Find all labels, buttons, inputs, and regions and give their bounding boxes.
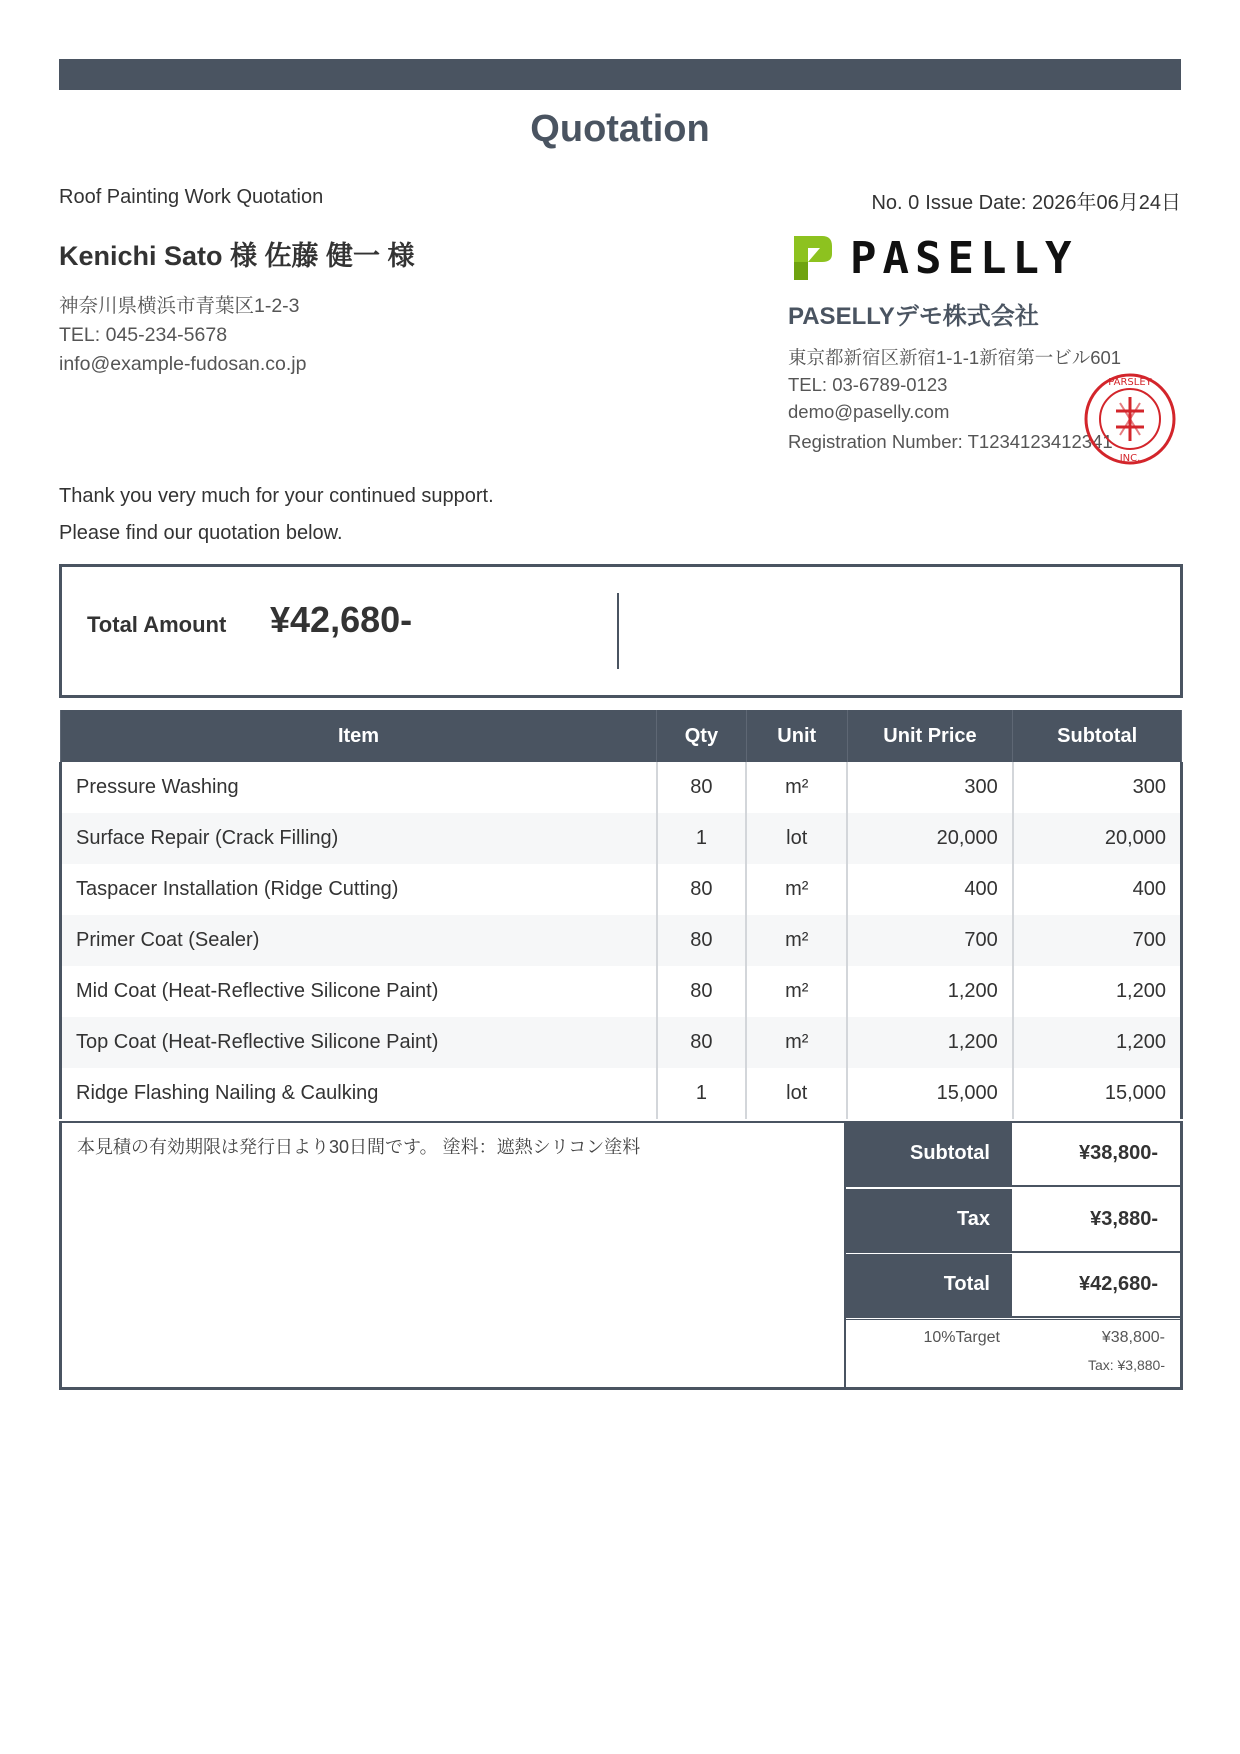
company-name: PASELLYデモ株式会社 bbox=[788, 303, 1039, 330]
cell-unit-price: 700 bbox=[847, 915, 1013, 966]
cell-item: Surface Repair (Crack Filling) bbox=[61, 813, 657, 864]
header-unit: Unit bbox=[746, 710, 847, 762]
cell-subtotal: 15,000 bbox=[1013, 1068, 1182, 1119]
company-email: demo@paselly.com bbox=[788, 401, 950, 422]
table-row bbox=[61, 1017, 1182, 1068]
company-address: 東京都新宿区新宿1-1-1新宿第一ビル601 bbox=[788, 347, 1122, 368]
cell-subtotal: 400 bbox=[1013, 864, 1182, 915]
cell-unit-price: 1,200 bbox=[847, 966, 1013, 1017]
cell-subtotal: 1,200 bbox=[1013, 966, 1182, 1017]
cell-qty: 80 bbox=[657, 762, 747, 813]
table-row bbox=[61, 966, 1182, 1017]
cell-unit-price: 400 bbox=[847, 864, 1013, 915]
cell-subtotal: 700 bbox=[1013, 915, 1182, 966]
cell-unit: m² bbox=[746, 762, 847, 813]
cell-unit: m² bbox=[746, 966, 847, 1017]
registration-number: Registration Number: T1234123412341 bbox=[788, 431, 1113, 452]
client-address: 神奈川県横浜市青葉区1-2-3 bbox=[59, 295, 300, 317]
summary-box bbox=[59, 1121, 1183, 1390]
header-item: Item bbox=[61, 710, 657, 762]
svg-text:INC.: INC. bbox=[1119, 453, 1141, 464]
client-info bbox=[59, 292, 306, 379]
table-row bbox=[61, 915, 1182, 966]
company-seal-stamp bbox=[1082, 371, 1178, 467]
cell-subtotal: 1,200 bbox=[1013, 1017, 1182, 1068]
svg-text:PARSLEY: PARSLEY bbox=[1108, 377, 1152, 388]
greeting-line-2: Please find our quotation below. bbox=[59, 522, 343, 544]
cell-unit-price: 300 bbox=[847, 762, 1013, 813]
tax-rate-label: 10%Target bbox=[923, 1329, 1000, 1346]
total-amount-value: ¥42,680- bbox=[270, 599, 413, 640]
subtotal-label: Subtotal bbox=[846, 1123, 1012, 1187]
table-row bbox=[61, 762, 1182, 813]
logo-wordmark: PASELLY bbox=[850, 232, 1078, 284]
cell-unit-price: 1,200 bbox=[847, 1017, 1013, 1068]
paselly-leaf-icon bbox=[788, 232, 836, 284]
cell-unit-price: 20,000 bbox=[847, 813, 1013, 864]
cell-subtotal: 300 bbox=[1013, 762, 1182, 813]
cell-unit: m² bbox=[746, 915, 847, 966]
tax-breakdown-divider bbox=[846, 1319, 1180, 1320]
quotation-number: No. 0 bbox=[871, 192, 920, 214]
cell-item: Mid Coat (Heat-Reflective Silicone Paint) bbox=[61, 966, 657, 1017]
document-title: Quotation bbox=[530, 108, 710, 150]
cell-unit: m² bbox=[746, 864, 847, 915]
tax-label: Tax bbox=[846, 1189, 1012, 1253]
tax-row bbox=[846, 1189, 1180, 1253]
line-items-table bbox=[59, 710, 1183, 1119]
cell-qty: 1 bbox=[657, 813, 747, 864]
header-bar bbox=[59, 59, 1181, 90]
cell-item: Pressure Washing bbox=[61, 762, 657, 813]
issue-info bbox=[865, 186, 1181, 215]
greeting bbox=[59, 478, 494, 552]
header-qty: Qty bbox=[657, 710, 747, 762]
cell-qty: 1 bbox=[657, 1068, 747, 1119]
total-amount-label: Total Amount bbox=[87, 612, 227, 637]
tax-value: ¥3,880- bbox=[1012, 1189, 1180, 1253]
client-tel: TEL: 045-234-5678 bbox=[59, 324, 228, 346]
client-email: info@example-fudosan.co.jp bbox=[59, 353, 307, 375]
cell-item: Top Coat (Heat-Reflective Silicone Paint) bbox=[61, 1017, 657, 1068]
cell-subtotal: 20,000 bbox=[1013, 813, 1182, 864]
subtotal-value: ¥38,800- bbox=[1012, 1123, 1180, 1187]
company-info bbox=[788, 344, 1121, 425]
table-header-row bbox=[61, 710, 1182, 762]
cell-unit: lot bbox=[746, 1068, 847, 1119]
cell-unit: m² bbox=[746, 1017, 847, 1068]
total-label: Total bbox=[846, 1254, 1012, 1318]
subtotal-row bbox=[846, 1123, 1180, 1187]
total-amount-box bbox=[59, 564, 1183, 698]
header-subtotal: Subtotal bbox=[1013, 710, 1182, 762]
tax-amount: Tax: ¥3,880- bbox=[1087, 1357, 1165, 1373]
quotation-subject: Roof Painting Work Quotation bbox=[59, 186, 324, 208]
table-row bbox=[61, 813, 1182, 864]
total-value: ¥42,680- bbox=[1012, 1254, 1180, 1318]
total-box-divider bbox=[617, 593, 619, 669]
quotation-note: 本見積の有効期限は発行日より30日間です。 塗料：遮熱シリコン塗料 bbox=[77, 1137, 641, 1157]
company-tel: TEL: 03-6789-0123 bbox=[788, 374, 948, 395]
total-row bbox=[846, 1254, 1180, 1318]
cell-qty: 80 bbox=[657, 1017, 747, 1068]
tax-base-amount: ¥38,800- bbox=[1101, 1329, 1165, 1346]
cell-qty: 80 bbox=[657, 966, 747, 1017]
cell-unit: lot bbox=[746, 813, 847, 864]
header-unit-price: Unit Price bbox=[847, 710, 1013, 762]
cell-unit-price: 15,000 bbox=[847, 1068, 1013, 1119]
greeting-line-1: Thank you very much for your continued support. bbox=[59, 485, 494, 507]
cell-qty: 80 bbox=[657, 864, 747, 915]
client-name: Kenichi Sato 様 佐藤 健一 様 bbox=[59, 241, 415, 271]
cell-item: Taspacer Installation (Ridge Cutting) bbox=[61, 864, 657, 915]
cell-item: Primer Coat (Sealer) bbox=[61, 915, 657, 966]
table-row bbox=[61, 1068, 1182, 1119]
issue-date: Issue Date: 2026年06月24日 bbox=[925, 192, 1181, 214]
cell-item: Ridge Flashing Nailing & Caulking bbox=[61, 1068, 657, 1119]
table-row bbox=[61, 864, 1182, 915]
cell-qty: 80 bbox=[657, 915, 747, 966]
company-logo bbox=[788, 232, 1077, 284]
